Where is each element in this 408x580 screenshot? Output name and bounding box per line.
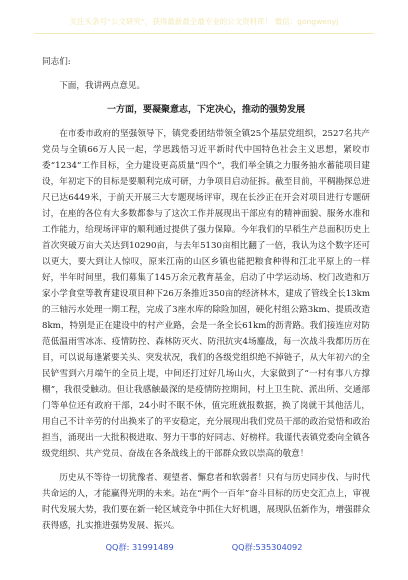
footer (34, 542, 374, 553)
document-body (42, 54, 370, 534)
footer-qq-1: QQ群: 31991489 (105, 542, 174, 552)
body-paragraph-1: 在市委市政府的坚强领导下，镇党委团结带领全镇25个基层党组织，2527名共产党员与全镇66万人民一起，学思践悟习近平新时代中国特色社会主义思想，紧咬市委“1234”工作目标，全力建设更高质量“四个”，我们举全镇之力服务抽水蓄能项目建设，年初定下的目标是要顺利完成可研，力争项目启动征拆。截至目前，平稠勘探总进尺已达6449米，于前天开展三大专题现场评审，现在长沙正在开会对项目进行专题研讨，在座的各位有大多数都参与了这次工作并展现出干部应有的精神面貌、服务水准和工作能力，给现场评审的顺利通过提供了强力保障。今年我们的早稻生产总面积历史上首次突破万亩大关达到10290亩，与去年5130亩相比翻了一倍，我认为这个数字还可以更大，要大到让人惊叹，原来江南的山区乡镇也能把粮食种得和江北平原上的一样好，半年时间里，我们募集了145万余元教育基金，启动了中学运动场、校门改造和万家小学食堂等教育建设项目种下26万条推近350亩的经济林木，建成了管线全长13km的三轴污水处理一期工程，完成了3座水库的除险加固，硬化村组公路3km、提质改造8km，特别是正在建设中的村产业路，会是一条全长61km的沥青路。我们接连应对防范低温雨雪冰冻、疫情防控、森林防灭火、防汛抗灾4场鏖战，每一次战斗我都历历在目，可以说每逢紧要关头、突发状况，我们的各级党组织绝不掉链子，从大年初六的全民铲雪到六月端午的全员上堤，中间还打过好几场山火，大家做到了“一村有事八方撑棚”，我很受触动。但让我感触最深的是疫情防控期间，村上卫生院、派出所、交通部门等单位还有政府干部，24小时不眠不休，值完班就报数据，换了岗就干其他活儿，用自己不计辛劳的付出换来了的平安稳定，充分展现出我们党员干部的政治觉悟和政治担当，涌现出一大批积极进取、努力干事的好同志、好榜样。我谨代表镇党委向全镇各级党组织、共产党员、奋战在各条战线上的干部群众致以崇高的敬意！ (42, 129, 370, 459)
intro-paragraph: 下面，我讲两点意见。 (59, 81, 146, 91)
header-banner: 关注头条号“公文研究”，获得最新最全最专业的公文资料库！ 微信：gongwenyj (69, 17, 339, 26)
section-heading: 一方面，要凝聚意志，下定决心，推动的强势发展 (106, 105, 305, 115)
footer-qq-2: QQ群:535304092 (231, 542, 303, 552)
header-divider (34, 33, 374, 34)
salutation: 同志们: (42, 57, 71, 67)
body-paragraph-2: 历史从不等待一切犹豫者、观望者、懈怠者和软弱者！只有与历史同步伐、与时代共命运的人，才能赢得光明的未来。站在“两个一百年”奋斗目标的历史交汇点上，审视时代发展大势，我们要在新一轮区域竞争中抓住大好机遇，展现队伍新作为，增强群众获得感，扎实推进强势发展、振兴。 (42, 473, 370, 531)
